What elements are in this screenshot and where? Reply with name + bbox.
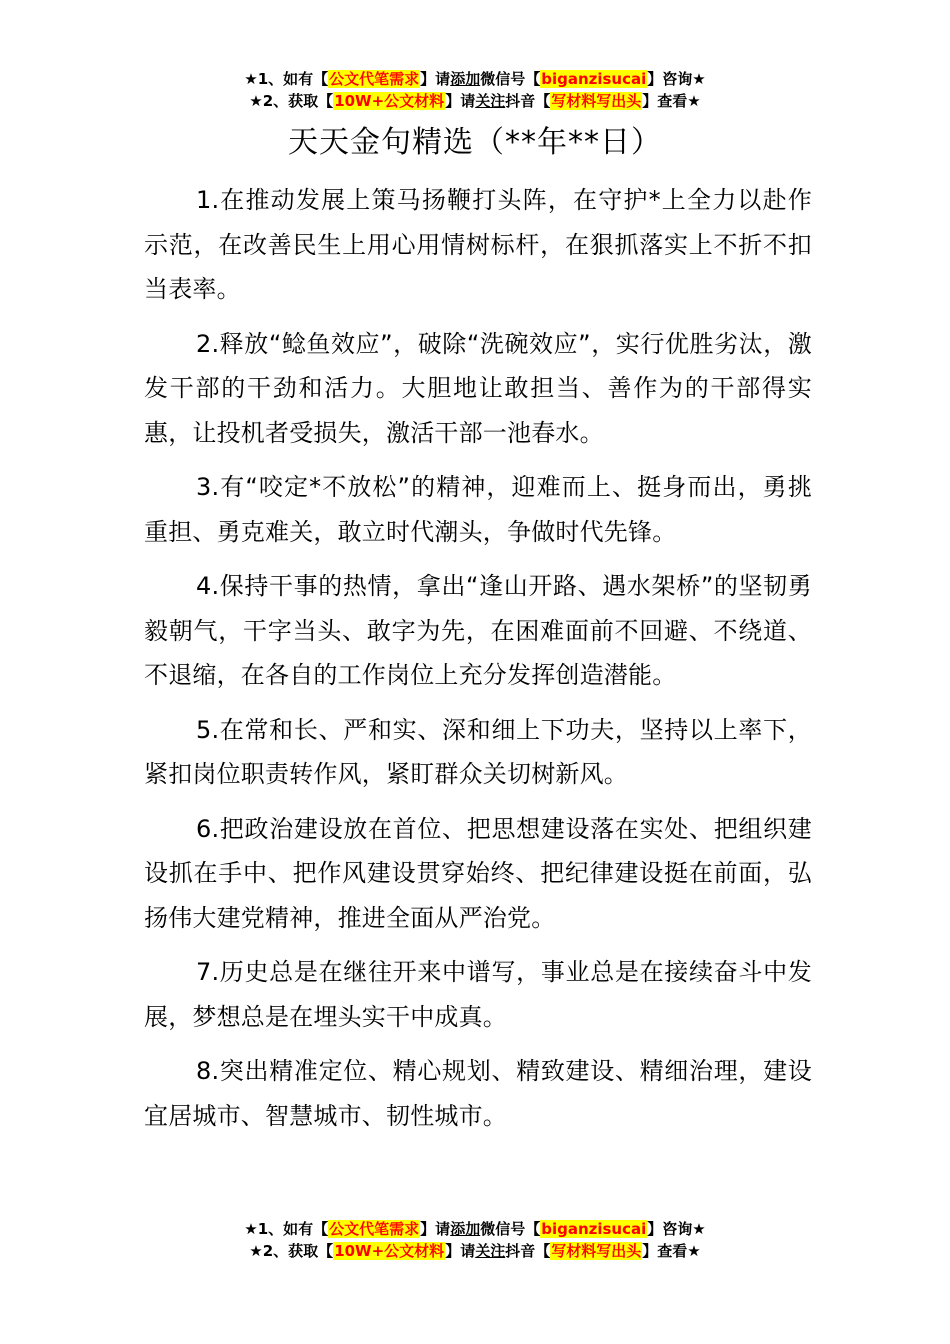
banner-text: 】咨询★	[647, 70, 706, 88]
paragraph: 6.把政治建设放在首位、把思想建设落在实处、把组织建设抓在手中、把作风建设贯穿始终、把纪律建设挺在前面，弘扬伟大建党精神，推进全面从严治党。	[144, 814, 812, 932]
banner-line-1	[0, 1218, 950, 1240]
highlight-douyin: 写材料写出头	[551, 92, 642, 110]
banner-line-2	[0, 90, 950, 112]
banner-text: 】请	[420, 70, 451, 88]
document-body	[144, 178, 812, 1148]
banner-text: ★1、如有【	[244, 1220, 329, 1238]
banner-text: 】查看★	[642, 1242, 701, 1260]
banner-text: ★1、如有【	[244, 70, 329, 88]
banner-text: 】请	[445, 1242, 476, 1260]
banner-text: ★2、获取【	[249, 92, 334, 110]
paragraph: 8.突出精准定位、精心规划、精致建设、精细治理，建设宜居城市、智慧城市、韧性城市。	[144, 1057, 812, 1130]
page-title: 天天金句精选（**年**日）	[288, 125, 662, 160]
paragraph: 4.保持干事的热情，拿出“逢山开路、遇水架桥”的坚韧勇毅朝气，干字当头、敢字为先，在困难面前不回避、不绕道、不退缩，在各自的工作岗位上充分发挥创造潜能。	[144, 572, 812, 689]
highlight-service: 公文代笔需求	[329, 1220, 420, 1238]
paragraph: 7.历史总是在继往开来中谱写，事业总是在接续奋斗中发展，梦想总是在埋头实干中成真。	[144, 958, 812, 1031]
banner-text: 】请	[445, 92, 476, 110]
paragraph: 5.在常和长、严和实、深和细上下功夫，坚持以上率下，紧扣岗位职责转作风，紧盯群众关切树新风。	[144, 715, 812, 788]
banner-text: 】请	[420, 1220, 451, 1238]
footer-banner	[0, 1218, 950, 1262]
highlight-service: 公文代笔需求	[329, 70, 420, 88]
banner-line-1	[0, 68, 950, 90]
paragraph: 3.有“咬定*不放松”的精神，迎难而上、挺身而出，勇挑重担、勇克难关，敢立时代潮头，争做时代先锋。	[144, 473, 812, 546]
paragraph: 1.在推动发展上策马扬鞭打头阵，在守护*上全力以赴作示范，在改善民生上用心用情树标杆，在狠抓落实上不折不扣当表率。	[144, 186, 812, 303]
banner-text: ★2、获取【	[249, 1242, 334, 1260]
banner-emphasis: 关注	[475, 1242, 506, 1260]
banner-line-2	[0, 1240, 950, 1262]
highlight-wechat-id: biganzisucai	[541, 70, 647, 88]
highlight-materials: 10W+公文材料	[334, 92, 445, 110]
banner-text: 抖音【	[505, 1242, 551, 1260]
paragraph: 2.释放“鲶鱼效应”，破除“洗碗效应”，实行优胜劣汰，激发干部的干劲和活力。大胆地让敢担当、善作为的干部得实惠，让投机者受损失，激活干部一池春水。	[144, 329, 812, 447]
banner-text: 抖音【	[505, 92, 551, 110]
banner-text: 】咨询★	[647, 1220, 706, 1238]
highlight-materials: 10W+公文材料	[334, 1242, 445, 1260]
banner-emphasis: 添加	[450, 1220, 481, 1238]
highlight-douyin: 写材料写出头	[551, 1242, 642, 1260]
banner-text: 微信号【	[480, 70, 541, 88]
banner-text: 】查看★	[642, 92, 701, 110]
banner-emphasis: 添加	[450, 70, 481, 88]
highlight-wechat-id: biganzisucai	[541, 1220, 647, 1238]
header-banner	[0, 68, 950, 112]
banner-emphasis: 关注	[475, 92, 506, 110]
banner-text: 微信号【	[480, 1220, 541, 1238]
